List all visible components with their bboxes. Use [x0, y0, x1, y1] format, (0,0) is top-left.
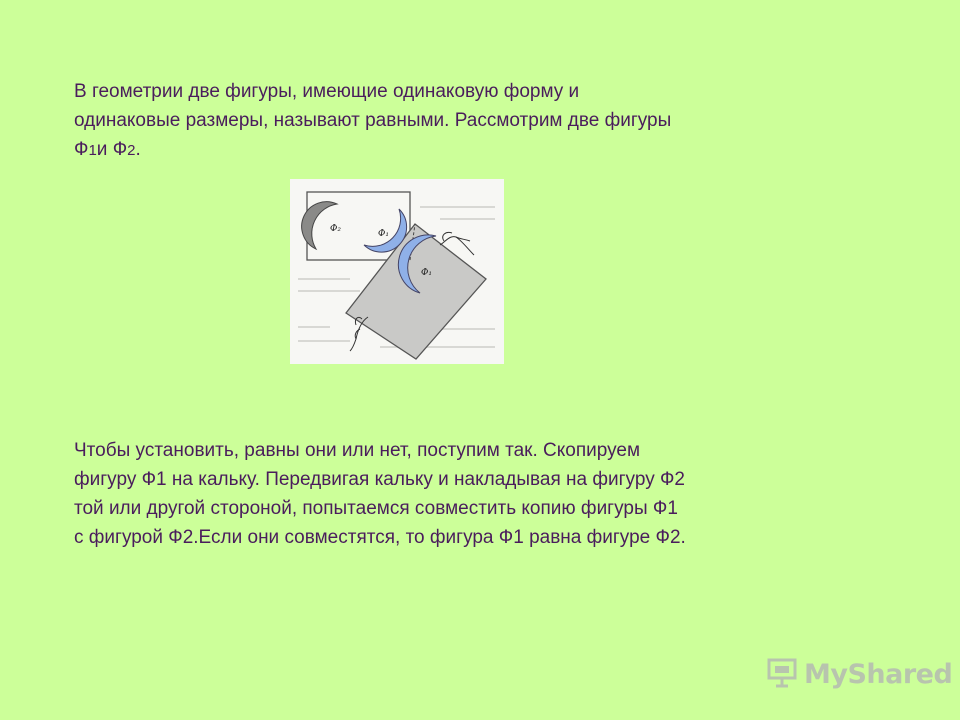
phi1-letter: Ф [74, 139, 89, 160]
method-line-1: Чтобы установить, равны они или нет, поступим так. Скопируем [74, 440, 641, 461]
myshared-watermark [766, 656, 952, 692]
method-line-4: с фигурой Ф2.Если они совместятся, то фигура Ф1 равна фигуре Ф2. [74, 527, 686, 548]
method-line-3: той или другой стороной, попытаемся совместить копию фигуры Ф1 [74, 498, 678, 519]
phi1-copy-label: Φ₁ [378, 229, 389, 239]
illustration-svg [290, 179, 504, 364]
between-text: и Ф [96, 139, 128, 160]
tracing-paper-illustration [290, 179, 504, 364]
presentation-board-icon [766, 656, 798, 693]
phi2-index: 2 [127, 142, 136, 159]
phi2-label: Φ₂ [330, 224, 341, 234]
method-paragraph [74, 436, 874, 552]
phi1-index: 1 [88, 142, 97, 159]
intro-line-1: В геометрии две фигуры, имеющие одинаковую форму и [74, 81, 580, 102]
intro-tail: . [135, 139, 141, 160]
method-line-2: фигуру Ф1 на кальку. Передвигая кальку и накладывая на фигуру Ф2 [74, 469, 685, 490]
watermark-text: MyShared [804, 658, 953, 690]
intro-paragraph [74, 77, 874, 165]
phi1-label: Φ₁ [421, 268, 432, 278]
intro-line-2: одинаковые размеры, называют равными. Рассмотрим две фигуры [74, 110, 672, 131]
